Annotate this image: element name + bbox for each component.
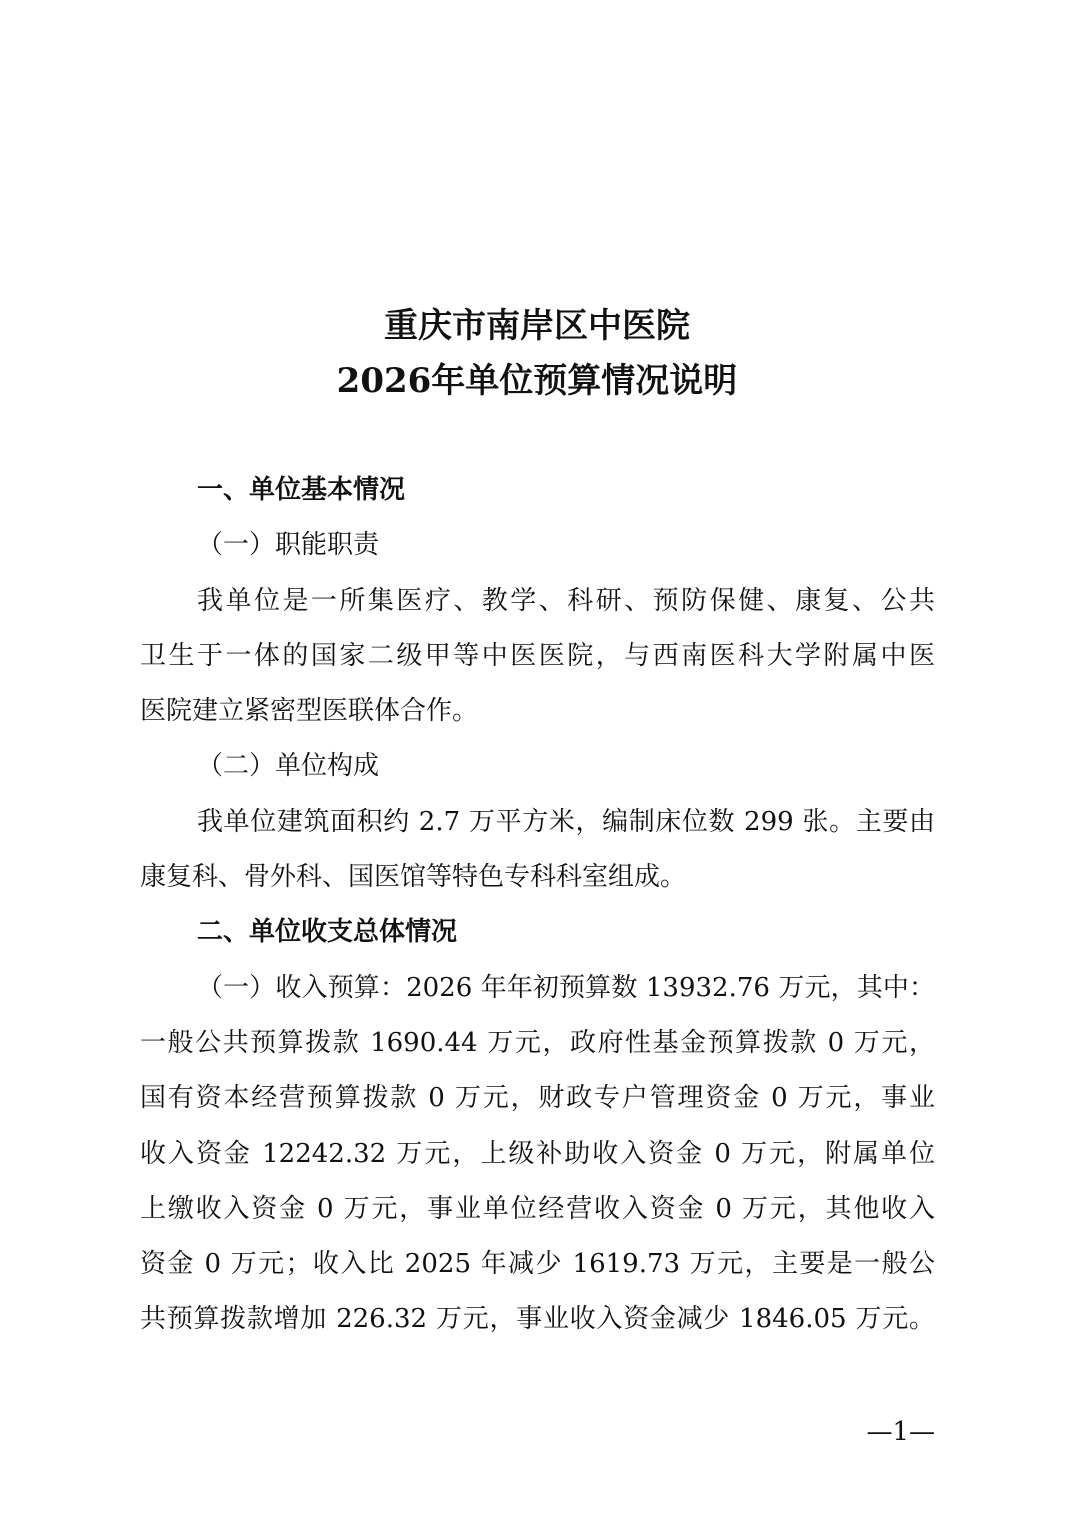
subheading-composition: （二）单位构成 — [197, 751, 380, 782]
page-number: —1— — [866, 1417, 935, 1447]
paragraph-line: 医院建立紧密型医联体合作。 — [140, 696, 479, 727]
paragraph-line: 我单位是一所集医疗、教学、科研、预防保健、康复、公共 — [197, 585, 935, 616]
paragraph-line: 资金 0 万元；收入比 2025 年减少 1619.73 万元，主要是一般公 — [140, 1249, 935, 1280]
subheading-functions: （一）职能职责 — [197, 530, 380, 561]
paragraph-line: 我单位建筑面积约 2.7 万平方米，编制床位数 299 张。主要由 — [197, 806, 935, 837]
document-title-line1: 重庆市南岸区中医院 — [384, 306, 690, 346]
paragraph-line: 康复科、骨外科、国医馆等特色专科科室组成。 — [140, 862, 687, 893]
document-body — [140, 463, 935, 1348]
paragraph-line: （一）收入预算：2026 年年初预算数 13932.76 万元，其中： — [197, 972, 935, 1003]
paragraph-line: 卫生于一体的国家二级甲等中医医院，与西南医科大学附属中医 — [140, 640, 935, 671]
paragraph-line: 共预算拨款增加 226.32 万元，事业收入资金减少 1846.05 万元。 — [140, 1304, 935, 1335]
document-title-line2: 2026年单位预算情况说明 — [336, 361, 738, 401]
paragraph-line: 上缴收入资金 0 万元，事业单位经营收入资金 0 万元，其他收入 — [140, 1193, 935, 1224]
section-heading-basic-info: 一、单位基本情况 — [197, 475, 406, 505]
section-heading-budget-overview: 二、单位收支总体情况 — [197, 917, 458, 948]
paragraph-line: 一般公共预算拨款 1690.44 万元，政府性基金预算拨款 0 万元， — [140, 1027, 935, 1058]
paragraph-line: 国有资本经营预算拨款 0 万元，财政专户管理资金 0 万元，事业 — [140, 1083, 935, 1114]
paragraph-line: 收入资金 12242.32 万元，上级补助收入资金 0 万元，附属单位 — [140, 1138, 935, 1169]
